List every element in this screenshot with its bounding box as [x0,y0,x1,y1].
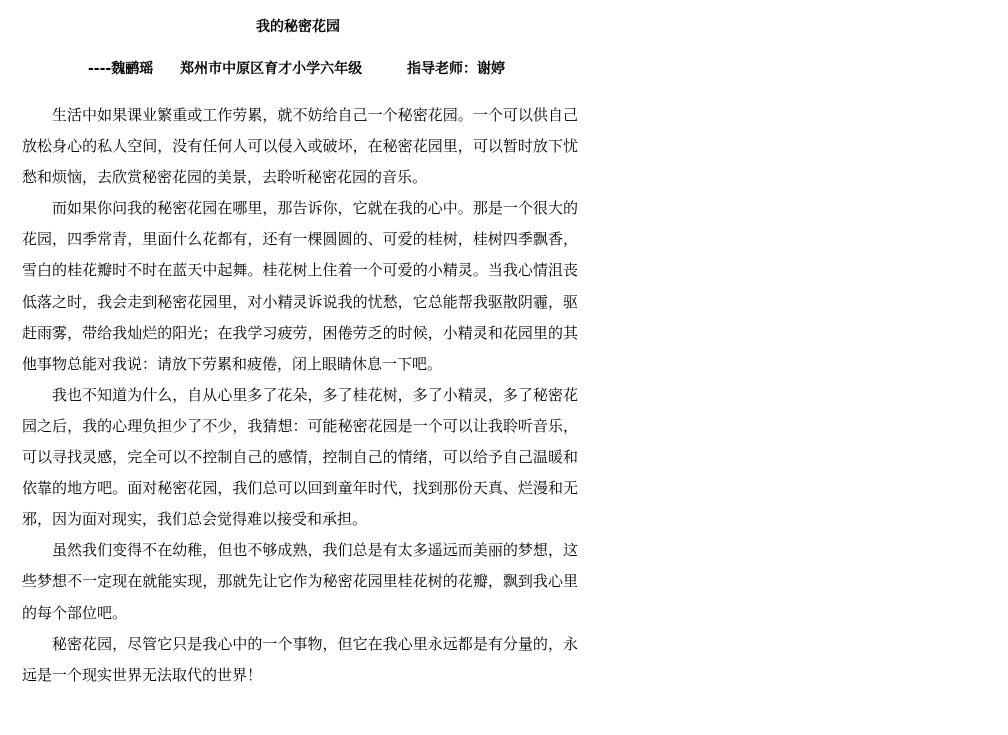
teacher-name: 指导老师：谢婷 [407,61,505,77]
paragraph-4: 虽然我们变得不在幼稚，但也不够成熟，我们总是有太多遥远而美丽的梦想，这些梦想不一定现在就能实现，那就先让它作为秘密花园里桂花树的花瓣，飘到我心里的每个部位吧。 [22,541,578,622]
school-name: 郑州市中原区育才小学六年级 [180,61,363,77]
byline [88,59,505,79]
paragraph-2: 而如果你问我的秘密花园在哪里，那告诉你，它就在我的心中。那是一个很大的花园，四季常青，里面什么花都有，还有一棵圆圆的、可爱的桂树，桂树四季飘香，雪白的桂花瓣时不时在蓝天中起舞。桂花树上住着一个可爱的小精灵。当我心情沮丧低落之时，我会走到秘密花园里，对小精灵诉说我的忧愁，它总能帮我驱散阴霾，驱赶雨雾，带给我灿烂的阳光；在我学习疲劳，困倦劳乏的时候，小精灵和花园里的其他事物总能对我说：请放下劳累和疲倦，闭上眼睛休息一下吧。 [22,199,578,373]
paragraph-3: 我也不知道为什么，自从心里多了花朵，多了桂花树，多了小精灵，多了秘密花园之后，我的心理负担少了不少，我猜想：可能秘密花园是一个可以让我聆听音乐，可以寻找灵感，完全可以不控制自己的感情，控制自己的情绪，可以给予自己温暖和依靠的地方吧。面对秘密花园，我们总可以回到童年时代，找到那份天真、烂漫和无邪，因为面对现实，我们总会觉得难以接受和承担。 [22,385,578,529]
paragraph-1: 生活中如果课业繁重或工作劳累，就不妨给自己一个秘密花园。一个可以供自己放松身心的私人空间，没有任何人可以侵入或破坏，在秘密花园里，可以暂时放下忧愁和烦恼，去欣赏秘密花园的美景，去聆听秘密花园的音乐。 [22,106,578,187]
author-name: ----魏鹂瑶 [88,61,154,77]
article-title: 我的秘密花园 [256,19,340,35]
paragraph-5: 秘密花园，尽管它只是我心中的一个事物，但它在我心里永远都是有分量的，永远是一个现实世界无法取代的世界！ [22,634,578,684]
article-body [22,100,578,691]
